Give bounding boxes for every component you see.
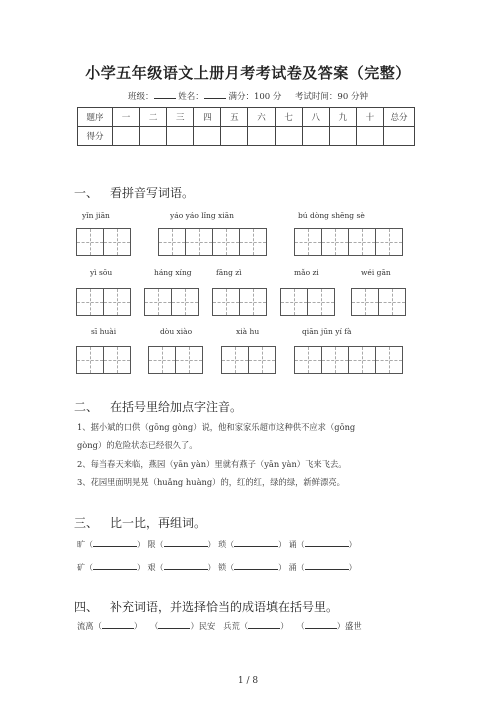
pinyin: sī huài [91, 327, 117, 336]
writing-grid[interactable] [148, 346, 203, 374]
idiom-text: 流离（ [77, 621, 102, 631]
idiom-text: （ [296, 621, 305, 631]
section-1-heading [74, 184, 194, 201]
pinyin: mǎo zi [294, 268, 319, 277]
section-number: 四、 [74, 600, 99, 614]
page-number: 1 / 8 [237, 676, 259, 686]
idiom-row [77, 620, 362, 632]
question-line: 2、每当春天来临，燕园（yān yàn）里就有燕子（yān yàn）飞来飞去。 [77, 459, 347, 469]
exam-time: 考试时间：90 分钟 [294, 92, 368, 102]
idiom-text: ）盛世 [336, 621, 362, 631]
character: 锁 [218, 563, 227, 572]
pinyin: bú dòng shēng sè [298, 211, 365, 220]
answer-blank[interactable] [102, 620, 134, 629]
idiom-text: ）民安 [190, 621, 216, 631]
answer-blank[interactable] [93, 538, 137, 547]
answer-blank[interactable] [93, 561, 137, 570]
character: 诵 [288, 540, 297, 549]
question-line: 3、花园里面明晃晃（huǎng huàng）的，红的红，绿的绿，新鲜漂亮。 [77, 477, 345, 487]
writing-grid[interactable] [144, 288, 199, 316]
pinyin: yáo yáo lǐng xiān [170, 211, 234, 220]
score-row-label: 得分 [78, 127, 113, 146]
exam-meta [0, 90, 496, 102]
name-blank[interactable] [204, 90, 226, 99]
score-cell[interactable] [329, 127, 356, 146]
score-header-cell: 九 [329, 108, 356, 127]
question-line: gòng）的危险状态已经很久了。 [77, 440, 198, 450]
name-label: 姓名： [178, 92, 204, 102]
score-cell[interactable] [140, 127, 167, 146]
class-blank[interactable] [154, 90, 176, 99]
section-2-heading [74, 398, 242, 415]
pinyin: wéi gān [361, 268, 391, 277]
section-number: 二、 [74, 400, 99, 414]
character: 艰 [147, 563, 156, 572]
writing-grid[interactable] [212, 288, 267, 316]
page-title: 小学五年级语文上册月考考试卷及答案（完整） [85, 64, 411, 82]
answer-blank[interactable] [305, 620, 337, 629]
score-header-cell: 七 [275, 108, 302, 127]
answer-blank[interactable] [248, 620, 280, 629]
pinyin: yǐn jiān [82, 211, 110, 220]
score-table-row [78, 127, 415, 146]
writing-grid[interactable] [76, 228, 131, 256]
question-line: 1、据小斌的口供（gōng gòng）说，他和家家乐超市这种供不应求（gōng [77, 422, 356, 432]
full-score: 满分：100 分 [228, 92, 282, 102]
score-cell[interactable] [356, 127, 383, 146]
score-header-cell: 八 [302, 108, 329, 127]
answer-blank[interactable] [305, 561, 349, 570]
idiom-text: （ [150, 621, 159, 631]
score-header-cell: 五 [221, 108, 248, 127]
score-cell[interactable] [302, 127, 329, 146]
class-label: 班级： [128, 92, 154, 102]
score-cell[interactable] [167, 127, 194, 146]
section-title: 看拼音写词语。 [110, 186, 195, 200]
score-cell[interactable] [194, 127, 221, 146]
pinyin: dòu xiào [160, 327, 193, 336]
score-header-cell: 四 [194, 108, 221, 127]
character: 限 [147, 540, 156, 549]
idiom-text: ） [280, 621, 289, 631]
score-header-cell: 二 [140, 108, 167, 127]
writing-grid[interactable] [76, 288, 131, 316]
section-3-heading [74, 514, 206, 531]
score-header-cell: 总分 [384, 108, 415, 127]
writing-grid[interactable] [158, 228, 267, 256]
score-header-cell: 十 [356, 108, 383, 127]
writing-grid[interactable] [294, 228, 403, 256]
section-number: 一、 [74, 186, 99, 200]
writing-grid[interactable] [221, 346, 276, 374]
score-cell[interactable] [384, 127, 415, 146]
score-cell[interactable] [248, 127, 275, 146]
section-title: 比一比，再组词。 [110, 516, 207, 530]
score-cell[interactable] [275, 127, 302, 146]
writing-grid[interactable] [280, 288, 335, 316]
writing-grid[interactable] [351, 288, 406, 316]
answer-blank[interactable] [234, 538, 278, 547]
idiom-text: 兵荒（ [223, 621, 249, 631]
character: 涌 [288, 563, 297, 572]
section-title: 补充词语，并选择恰当的成语填在括号里。 [110, 600, 339, 614]
character: 琐 [218, 540, 227, 549]
character: 矿 [77, 563, 85, 572]
answer-blank[interactable] [164, 538, 208, 547]
score-header-cell: 三 [167, 108, 194, 127]
answer-blank[interactable] [305, 538, 349, 547]
answer-blank[interactable] [158, 620, 190, 629]
section-4-heading [74, 598, 338, 615]
writing-grid[interactable] [294, 346, 403, 374]
score-table [77, 107, 415, 146]
section-title: 在括号里给加点字注音。 [110, 400, 243, 414]
score-header-cell: 六 [248, 108, 275, 127]
compare-row-2: 矿（ ） 艰（ ） 锁（ ） 涌（ ） [77, 563, 357, 572]
pinyin: qiān jūn yí fà [302, 327, 352, 336]
score-header-cell: 题序 [78, 108, 113, 127]
score-cell[interactable] [221, 127, 248, 146]
writing-grid[interactable] [76, 346, 131, 374]
score-cell[interactable] [113, 127, 140, 146]
idiom-text: ） [133, 621, 143, 631]
pinyin: háng xíng [154, 268, 192, 277]
pinyin: yì sōu [90, 268, 113, 277]
answer-blank[interactable] [164, 561, 208, 570]
score-header-cell: 一 [113, 108, 140, 127]
pinyin: xià hu [236, 327, 260, 336]
section-number: 三、 [74, 516, 99, 530]
character: 旷 [77, 540, 85, 549]
score-table-header-row [78, 108, 415, 127]
answer-blank[interactable] [234, 561, 278, 570]
compare-row-1: 旷（ ） 限（ ） 琐（ ） 诵（ ） [77, 540, 357, 549]
pinyin: fāng zì [216, 268, 242, 277]
